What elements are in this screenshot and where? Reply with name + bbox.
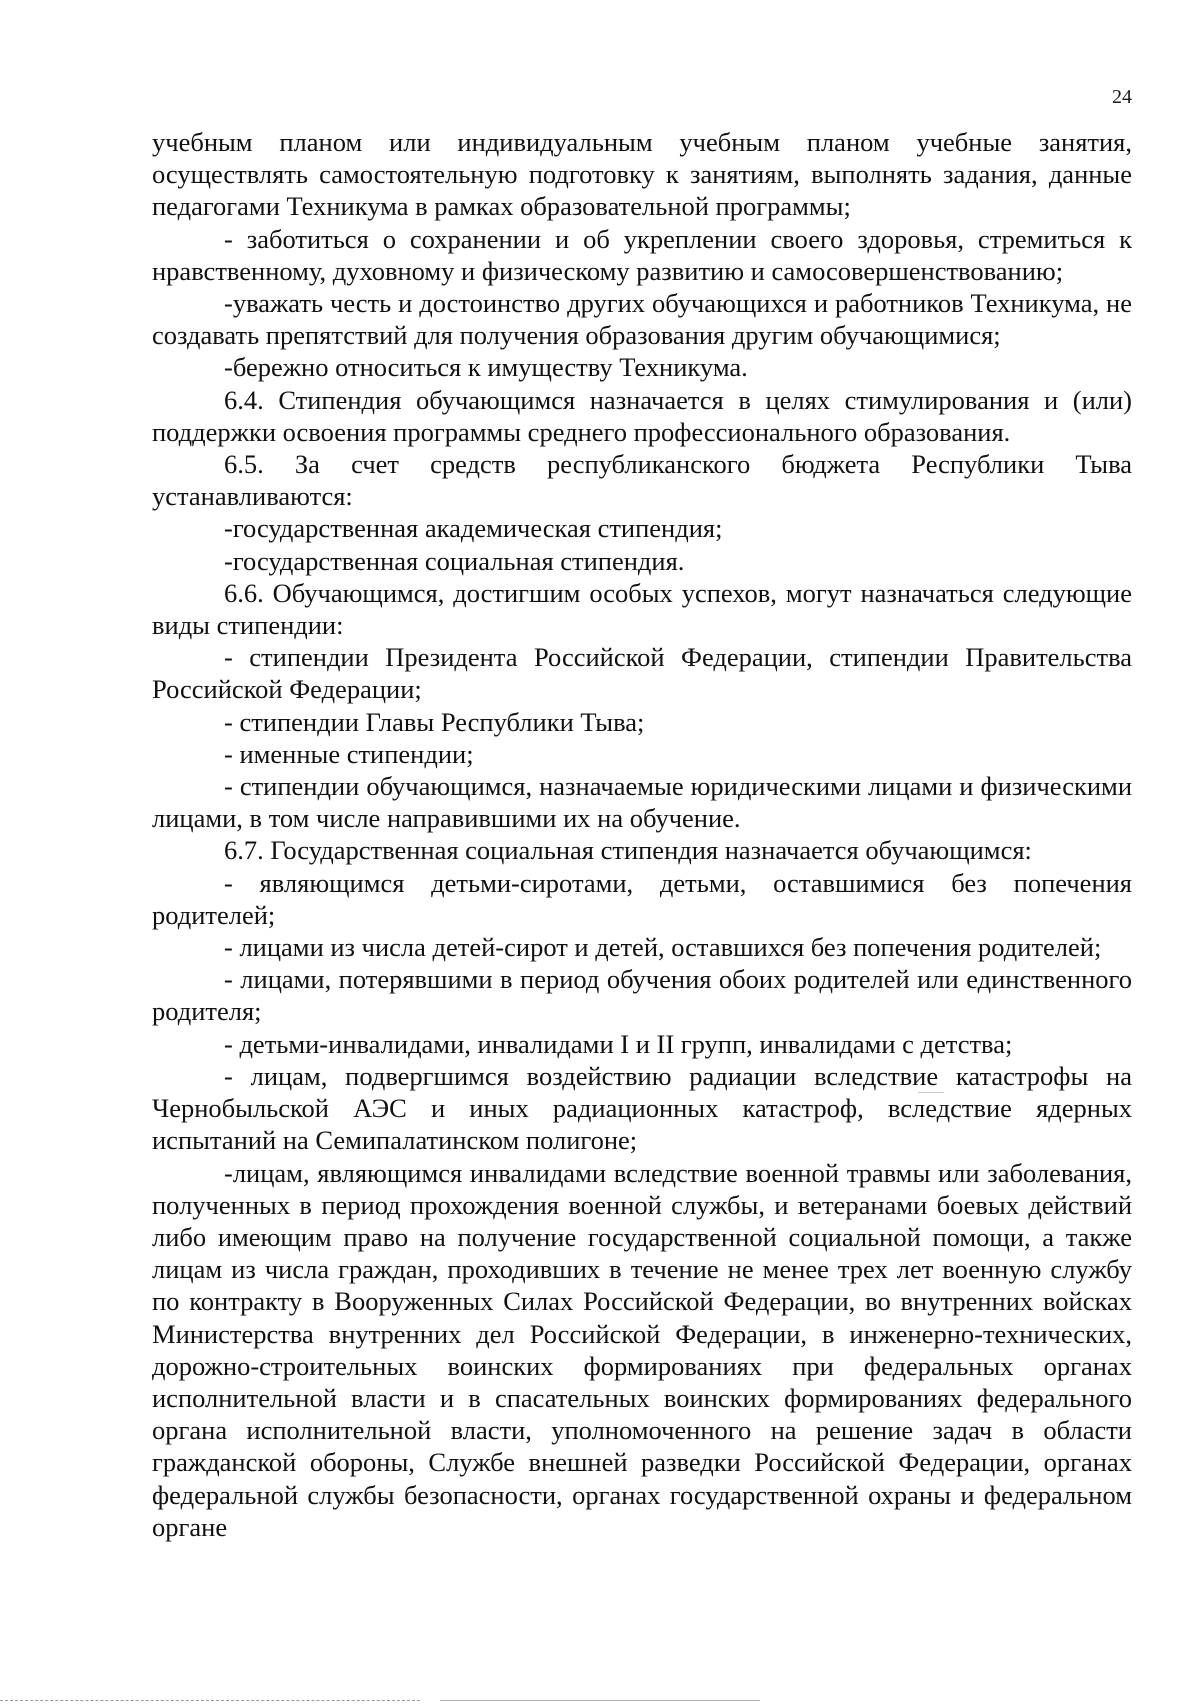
list-item-orphans: - являющимся детьми-сиротами, детьми, оставшимися без попечения родителей; xyxy=(152,867,1132,930)
document-body xyxy=(152,126,1132,1543)
list-item-former-orphans: - лицами из числа детей-сирот и детей, оставшихся без попечения родителей; xyxy=(224,932,1102,963)
list-item-academic-stipend: -государственная академическая стипендия; xyxy=(224,513,723,544)
paragraph-6-4: 6.4. Стипендия обучающимся назначается в целях стимулирования и (или) поддержки освоения программы среднего профессионального образования. xyxy=(152,384,1132,447)
paragraph-continuation: учебным планом или индивидуальным учебным планом учебные занятия, осуществлять самостоятельную подготовку к занятиям, выполнять задания, данные педагогами Техникума в рамках образовательной программы; xyxy=(152,127,1132,222)
list-item-legal-entities-stipend: - стипендии обучающимся, назначаемые юридическими лицами и физическими лицами, в том числе направившими их на обучение. xyxy=(152,771,1132,834)
paragraph-6-5: 6.5. За счет средств республиканского бюджета Республики Тыва устанавливаются: xyxy=(152,449,1132,512)
scan-artifact-line xyxy=(918,1092,944,1093)
list-item-disabled: - детьми-инвалидами, инвалидами I и II групп, инвалидами с детства; xyxy=(224,1028,1013,1059)
paragraph-6-7: 6.7. Государственная социальная стипендия назначается обучающимся: xyxy=(224,835,1032,866)
list-item-lost-parents: - лицами, потерявшими в период обучения обоих родителей или единственного родителя; xyxy=(152,964,1132,1027)
paragraph-property: -бережно относиться к имуществу Техникума. xyxy=(224,352,748,383)
footer-rule-left xyxy=(0,1700,420,1701)
list-item-named-stipend: - именные стипендии; xyxy=(224,738,474,769)
footer-rule-right xyxy=(440,1700,760,1701)
paragraph-6-6: 6.6. Обучающимся, достигшим особых успехов, могут назначаться следующие виды стипендии: xyxy=(152,577,1132,641)
page-number: 24 xyxy=(1112,86,1132,108)
list-item-military: -лицам, являющимся инвалидами вследствие военной травмы или заболевания, полученных в период прохождения военной службы, и ветеранами боевых действий либо имеющим право на получение государственной социальной помощи, а также лицам из числа граждан, проходивших в течение не менее трех лет военную службу по контракту в Вооруженных Силах Российской Федерации, во внутренних войсках Министерства внутренних дел Российской Федерации, в инженерно-технических, дорожно-строительных воинских формированиях при федеральных органах исполнительной власти и в спасательных воинских формированиях федерального органа исполнительной власти, уполномоченного на решение задач в области гражданской обороны, Службе внешней разведки Российской Федерации, органах федеральной службы безопасности, органах государственной охраны и федеральном органе xyxy=(152,1157,1132,1542)
list-item-radiation: - лицам, подвергшимся воздействию радиации вследствие катастрофы на Чернобыльской АЭС и иных радиационных катастроф, вследствие ядерных испытаний на Семипалатинском полигоне; xyxy=(152,1060,1132,1156)
list-item-president-stipend: - стипендии Президента Российской Федерации, стипендии Правительства Российской Федерации; xyxy=(152,642,1132,705)
list-item-head-stipend: - стипендии Главы Республики Тыва; xyxy=(224,706,645,737)
paragraph-health: - заботиться о сохранении и об укреплении своего здоровья, стремиться к нравственному, духовному и физическому развитию и самосовершенствованию; xyxy=(152,223,1132,286)
list-item-social-stipend: -государственная социальная стипендия. xyxy=(224,545,685,576)
paragraph-respect: -уважать честь и достоинство других обучающихся и работников Техникума, не создавать препятствий для получения образования другим обучающимися; xyxy=(152,288,1132,351)
